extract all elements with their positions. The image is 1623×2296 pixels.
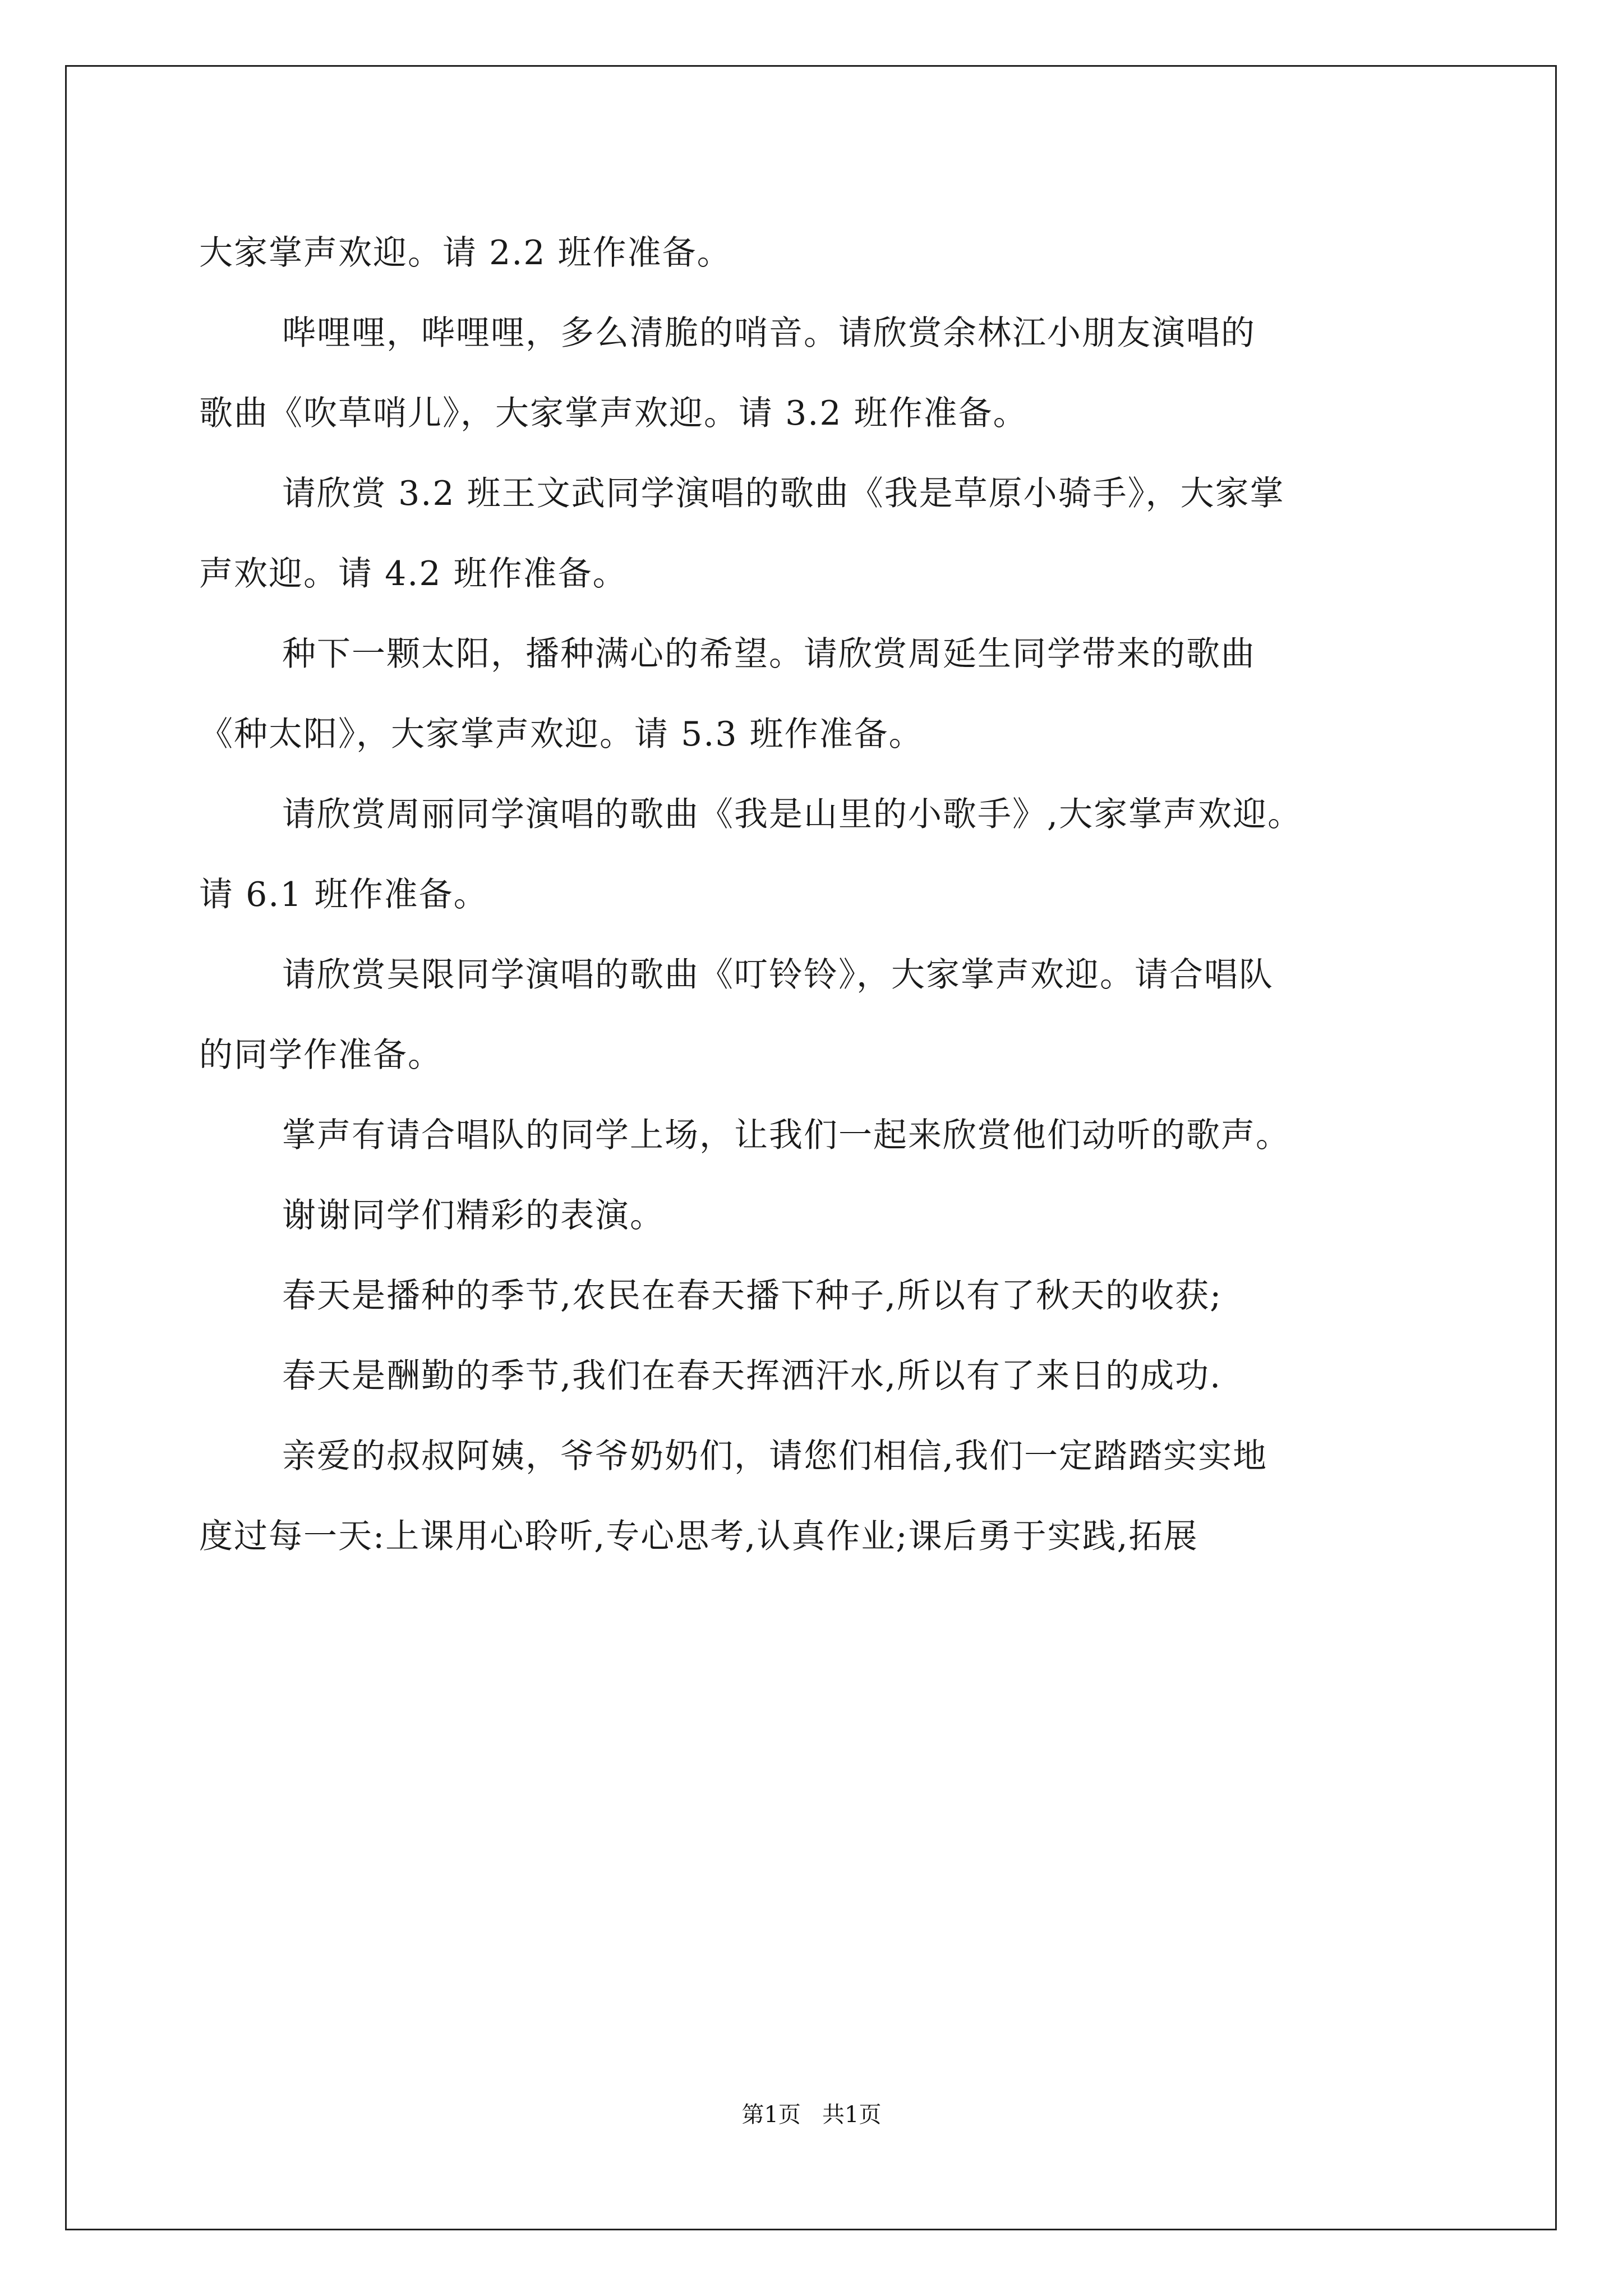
text-line: 请欣赏周丽同学演唱的歌曲《我是山里的小歌手》,大家掌声欢迎。 — [282, 795, 1303, 834]
text-line: 歌曲《吹草哨儿》，大家掌声欢迎。请 3.2 班作准备。 — [199, 394, 1028, 433]
text-line: 请欣赏 3.2 班王文武同学演唱的歌曲《我是草原小骑手》，大家掌 — [282, 474, 1285, 513]
text-line: 亲爱的叔叔阿姨，爷爷奶奶们，请您们相信,我们一定踏踏实实地 — [282, 1437, 1268, 1476]
text-line: 掌声有请合唱队的同学上场，让我们一起来欣赏他们动听的歌声。 — [282, 1116, 1290, 1155]
text-line: 种下一颗太阳，播种满心的希望。请欣赏周延生同学带来的歌曲 — [282, 634, 1256, 674]
text-line: 声欢迎。请 4.2 班作准备。 — [199, 554, 628, 593]
text-line: 大家掌声欢迎。请 2.2 班作准备。 — [199, 233, 732, 273]
text-line: 谢谢同学们精彩的表演。 — [282, 1196, 665, 1235]
text-line: 请欣赏吴限同学演唱的歌曲《叮铃铃》，大家掌声欢迎。请合唱队 — [282, 955, 1274, 995]
text-line: 度过每一天:上课用心聆听,专心思考,认真作业;课后勇于实践,拓展 — [199, 1517, 1198, 1556]
text-line: 请 6.1 班作准备。 — [199, 875, 488, 914]
text-line: 春天是酬勤的季节,我们在春天挥洒汗水,所以有了来日的成功. — [282, 1356, 1222, 1396]
document-body — [199, 213, 1438, 1577]
page-footer: 第1页 共1页 — [741, 2102, 882, 2128]
text-line: 哔哩哩，哔哩哩，多么清脆的哨音。请欣赏余林江小朋友演唱的 — [282, 314, 1256, 353]
text-line: 的同学作准备。 — [199, 1036, 442, 1075]
text-line: 《种太阳》，大家掌声欢迎。请 5.3 班作准备。 — [199, 715, 924, 754]
text-line: 春天是播种的季节,农民在春天播下种子,所以有了秋天的收获; — [282, 1276, 1223, 1315]
